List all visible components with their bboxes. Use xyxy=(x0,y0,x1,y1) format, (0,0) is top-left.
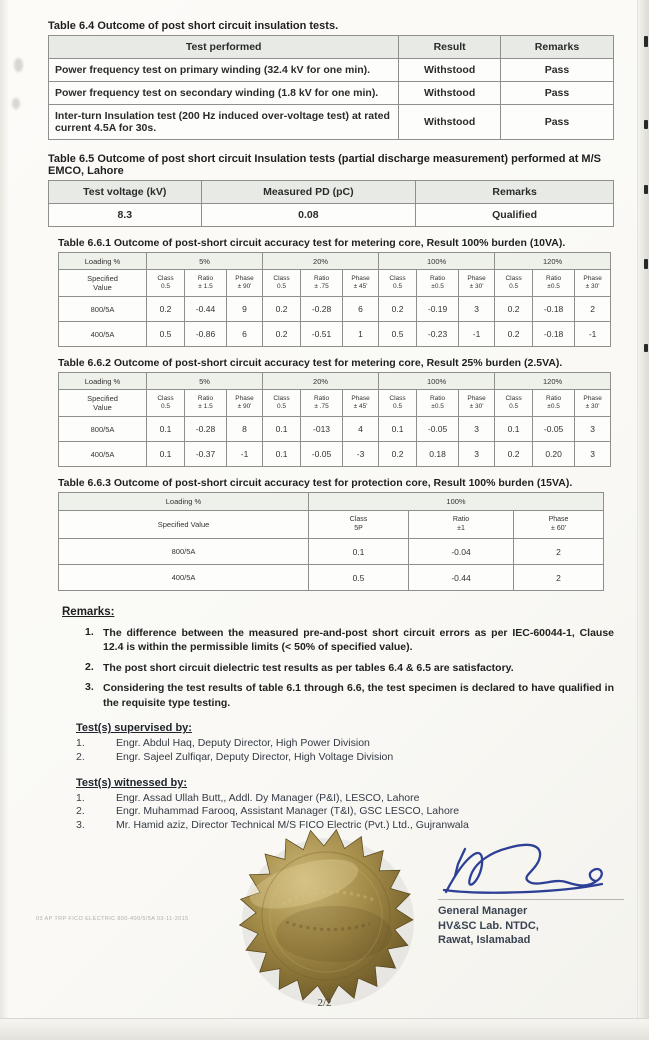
table-row xyxy=(49,204,614,227)
value-cell: 0.2 xyxy=(495,322,533,347)
value-cell: 0.2 xyxy=(379,442,417,467)
scan-left-edge xyxy=(0,0,8,1040)
subheader: Phase ± 30' xyxy=(575,390,611,417)
scan-bottom-edge xyxy=(0,1018,649,1040)
table-6-5 xyxy=(48,180,614,227)
value-cell: 2 xyxy=(575,297,611,322)
group-5: 5% xyxy=(147,253,263,270)
list-item xyxy=(76,737,614,751)
value-cell: 0.2 xyxy=(263,322,301,347)
specified-label: Specified Value xyxy=(59,270,147,297)
value-cell: 0.20 xyxy=(533,442,575,467)
subheader: Class 0.5 xyxy=(147,390,185,417)
table-6-6-1-title: Table 6.6.1 Outcome of post-short circuit accuracy test for metering core, Result 100% burden (10VA). xyxy=(58,237,566,249)
table-6-6-2-title: Table 6.6.2 Outcome of post-short circuit accuracy test for metering core, Result 25% burden (2.5VA). xyxy=(58,357,563,369)
table-6-6-3-section xyxy=(58,477,614,591)
value-cell: 0.5 xyxy=(309,565,409,591)
cell-remark: Pass xyxy=(500,82,613,105)
remark-text: The post short circuit dielectric test results as per tables 6.4 & 6.5 are satisfactory. xyxy=(103,661,514,674)
signer-org: HV&SC Lab. NTDC, xyxy=(438,919,539,932)
value-cell: -3 xyxy=(343,442,379,467)
value-cell: 0.1 xyxy=(379,417,417,442)
header-row xyxy=(49,181,614,204)
item-text: Engr. Assad Ullah Butt,, Addl. Dy Manager (P&I), LESCO, Lahore xyxy=(116,791,420,804)
list-item xyxy=(76,805,614,819)
subheader: Phase ± 45' xyxy=(343,390,379,417)
item-text: Engr. Sajeel Zulfiqar, Deputy Director, High Voltage Division xyxy=(116,751,394,764)
table-6-6-2 xyxy=(58,372,611,467)
value-cell: 2 xyxy=(514,539,604,565)
value-cell: 0.1 xyxy=(309,539,409,565)
value-cell: -0.18 xyxy=(533,322,575,347)
remark-number: 3. xyxy=(85,681,94,694)
item-number: 2. xyxy=(76,805,85,818)
scan-smudge xyxy=(12,98,20,109)
supervised-section xyxy=(76,722,614,764)
subheader: Class 0.5 xyxy=(379,270,417,297)
value-cell: -1 xyxy=(227,442,263,467)
value-cell: 0.2 xyxy=(495,442,533,467)
group-5: 5% xyxy=(147,373,263,390)
value-cell: -0.28 xyxy=(301,297,343,322)
value-cell: -0.23 xyxy=(417,322,459,347)
page-number: 2/2 xyxy=(317,997,332,1009)
item-text: Mr. Hamid aziz, Director Technical M/S FICO Electric (Pvt.) Ltd., Gujranwala xyxy=(116,818,469,831)
value-cell: 6 xyxy=(227,322,263,347)
value-cell: 0.1 xyxy=(147,417,185,442)
signature-block xyxy=(438,834,638,948)
subheader: Ratio ± .75 xyxy=(301,390,343,417)
col-header-test: Test performed xyxy=(49,36,399,59)
subheader: Phase ± 45' xyxy=(343,270,379,297)
cell-remark: Qualified xyxy=(416,204,614,227)
value-cell: 3 xyxy=(575,442,611,467)
table-6-6-3-title: Table 6.6.3 Outcome of post-short circuit accuracy test for protection core, Result 100% burden (15VA). xyxy=(58,477,573,489)
value-cell: 0.2 xyxy=(263,297,301,322)
loading-row xyxy=(59,373,611,390)
reference-stamp-text: 03 AP TRP FICO ELECTRIC 800-400/5/5A 03-11-2015 xyxy=(36,916,189,922)
subheader: Class 0.5 xyxy=(263,390,301,417)
value-cell: 0.18 xyxy=(417,442,459,467)
row-label: 400/5A xyxy=(59,565,309,591)
subheader: Class 0.5 xyxy=(379,390,417,417)
value-cell: 1 xyxy=(343,322,379,347)
specified-label: Specified Value xyxy=(59,511,309,539)
table-6-5-title: Table 6.5 Outcome of post short circuit Insulation tests (partial discharge measurement) performed at M/S EMCO, Lahore xyxy=(48,153,601,177)
subheader: Class 0.5 xyxy=(495,390,533,417)
row-label: 800/5A xyxy=(59,417,147,442)
value-cell: 0.5 xyxy=(147,322,185,347)
row-label: 400/5A xyxy=(59,322,147,347)
scan-artifact xyxy=(644,259,648,269)
loading-label: Loading % xyxy=(59,253,147,270)
value-cell: -1 xyxy=(459,322,495,347)
row-label: 400/5A xyxy=(59,442,147,467)
cell-test: Power frequency test on primary winding (32.4 kV for one min). xyxy=(49,59,399,82)
witnessed-heading: Test(s) witnessed by: xyxy=(76,776,188,789)
subheader: Ratio ± 1.5 xyxy=(185,390,227,417)
group-20: 20% xyxy=(263,373,379,390)
subheader-row xyxy=(59,390,611,417)
value-cell: 2 xyxy=(514,565,604,591)
group-100: 100% xyxy=(379,373,495,390)
table-6-4-title: Table 6.4 Outcome of post short circuit insulation tests. xyxy=(48,20,339,32)
value-cell: -0.51 xyxy=(301,322,343,347)
subheader: Ratio ±0.5 xyxy=(417,270,459,297)
value-cell: -0.19 xyxy=(417,297,459,322)
group-20: 20% xyxy=(263,253,379,270)
value-cell: -0.05 xyxy=(417,417,459,442)
cell-result: Withstood xyxy=(399,105,501,140)
remark-text: The difference between the measured pre-and-post short circuit errors as per IEC-60044-1, Clause 12.4 is within the permissible limits (< 50% of specified value). xyxy=(103,627,614,654)
cell-remark: Pass xyxy=(500,59,613,82)
value-cell: -1 xyxy=(575,322,611,347)
subheader: Phase ± 90' xyxy=(227,390,263,417)
remark-item xyxy=(85,681,614,710)
value-cell: 3 xyxy=(459,417,495,442)
subheader: Phase ± 90' xyxy=(227,270,263,297)
data-row xyxy=(59,442,611,467)
subheader: Class 5P xyxy=(309,511,409,539)
subheader: Phase ± 30' xyxy=(575,270,611,297)
item-number: 3. xyxy=(76,818,85,831)
item-number: 1. xyxy=(76,737,85,750)
col-header-result: Result xyxy=(399,36,501,59)
remark-number: 1. xyxy=(85,626,94,638)
gold-embossed-seal-icon xyxy=(236,826,416,1006)
table-row xyxy=(49,59,614,82)
table-row xyxy=(49,82,614,105)
subheader-row xyxy=(59,511,604,539)
value-cell: -0.28 xyxy=(185,417,227,442)
table-6-6-1 xyxy=(58,252,611,347)
specified-label: Specified Value xyxy=(59,390,147,417)
table-6-6-2-section xyxy=(58,357,614,467)
signer-title: General Manager xyxy=(438,905,528,917)
cell-result: Withstood xyxy=(399,59,501,82)
table-row xyxy=(49,105,614,140)
cell-result: Withstood xyxy=(399,82,501,105)
loading-label: Loading % xyxy=(59,373,147,390)
list-item xyxy=(76,751,614,765)
item-number: 2. xyxy=(76,751,85,764)
row-label: 800/5A xyxy=(59,297,147,322)
subheader: Ratio ±0.5 xyxy=(417,390,459,417)
remark-number: 2. xyxy=(85,660,94,673)
table-6-5-section xyxy=(48,153,614,227)
table-6-6-3 xyxy=(58,492,604,591)
table-6-6-1-section xyxy=(58,237,614,347)
subheader-row xyxy=(59,270,611,297)
subheader: Ratio ±1 xyxy=(409,511,514,539)
value-cell: 0.2 xyxy=(147,297,185,322)
col-header-remarks: Remarks xyxy=(500,36,613,59)
table-6-4 xyxy=(48,35,614,140)
subheader: Ratio ± 1.5 xyxy=(185,270,227,297)
remark-item xyxy=(85,626,614,655)
remark-text: Considering the test results of table 6.1 through 6.6, the test specimen is declared to have qualified in the requisite type testing. xyxy=(103,682,614,709)
data-row xyxy=(59,539,604,565)
header-row xyxy=(49,36,614,59)
data-row xyxy=(59,322,611,347)
value-cell: 0.1 xyxy=(495,417,533,442)
subheader: Phase ± 30' xyxy=(459,270,495,297)
group-120: 120% xyxy=(495,253,611,270)
subheader: Ratio ± .75 xyxy=(301,270,343,297)
scan-artifact xyxy=(644,344,648,352)
value-cell: 3 xyxy=(459,442,495,467)
scan-right-edge xyxy=(637,0,649,1040)
signer-location: Rawat, Islamabad xyxy=(438,934,531,947)
cell-voltage: 8.3 xyxy=(49,204,202,227)
item-text: Engr. Abdul Haq, Deputy Director, High Power Division xyxy=(116,737,370,750)
subheader: Phase ± 60' xyxy=(514,511,604,539)
col-header-voltage: Test voltage (kV) xyxy=(49,181,202,204)
value-cell: 0.1 xyxy=(263,417,301,442)
loading-row xyxy=(59,493,604,511)
data-row xyxy=(59,417,611,442)
subheader: Phase ± 30' xyxy=(459,390,495,417)
cell-remark: Pass xyxy=(500,105,613,140)
cell-test: Power frequency test on secondary winding (1.8 kV for one min). xyxy=(49,82,399,105)
subheader: Class 0.5 xyxy=(147,270,185,297)
list-item xyxy=(76,792,614,806)
subheader: Class 0.5 xyxy=(263,270,301,297)
value-cell: 0.5 xyxy=(379,322,417,347)
cell-test: Inter-turn Insulation test (200 Hz induced over-voltage test) at rated current 4.5A for 30s. xyxy=(49,105,399,140)
value-cell: 0.1 xyxy=(263,442,301,467)
group-100: 100% xyxy=(309,493,604,511)
value-cell: 0.1 xyxy=(147,442,185,467)
loading-label: Loading % xyxy=(59,493,309,511)
value-cell: 3 xyxy=(575,417,611,442)
item-text: Engr. Muhammad Farooq, Assistant Manager (T&I), GSC LESCO, Lahore xyxy=(116,805,460,818)
loading-row xyxy=(59,253,611,270)
value-cell: -0.44 xyxy=(409,565,514,591)
value-cell: -013 xyxy=(301,417,343,442)
value-cell: -0.44 xyxy=(185,297,227,322)
value-cell: -0.18 xyxy=(533,297,575,322)
table-6-4-section xyxy=(48,20,614,140)
scan-artifact xyxy=(644,120,648,129)
remark-item xyxy=(85,661,614,675)
remarks-heading: Remarks: xyxy=(62,606,115,618)
document-content xyxy=(48,20,614,833)
value-cell: 8 xyxy=(227,417,263,442)
value-cell: 9 xyxy=(227,297,263,322)
col-header-remarks: Remarks xyxy=(416,181,614,204)
group-120: 120% xyxy=(495,373,611,390)
value-cell: -0.04 xyxy=(409,539,514,565)
item-number: 1. xyxy=(76,791,85,804)
subheader: Ratio ±0.5 xyxy=(533,390,575,417)
row-label: 800/5A xyxy=(59,539,309,565)
value-cell: -0.86 xyxy=(185,322,227,347)
value-cell: 0.2 xyxy=(379,297,417,322)
supervised-heading: Test(s) supervised by: xyxy=(76,722,192,735)
value-cell: -0.05 xyxy=(301,442,343,467)
value-cell: 0.2 xyxy=(495,297,533,322)
value-cell: -0.05 xyxy=(533,417,575,442)
scan-smudge xyxy=(14,58,23,72)
group-100: 100% xyxy=(379,253,495,270)
value-cell: 6 xyxy=(343,297,379,322)
subheader: Class 0.5 xyxy=(495,270,533,297)
scan-artifact xyxy=(644,185,648,194)
data-row xyxy=(59,565,604,591)
cell-pd: 0.08 xyxy=(201,204,416,227)
witnessed-section xyxy=(76,777,614,833)
value-cell: 3 xyxy=(459,297,495,322)
col-header-pd: Measured PD (pC) xyxy=(201,181,416,204)
subheader: Ratio ±0.5 xyxy=(533,270,575,297)
data-row xyxy=(59,297,611,322)
remarks-section xyxy=(48,606,614,710)
value-cell: -0.37 xyxy=(185,442,227,467)
scan-artifact xyxy=(644,36,648,47)
value-cell: 4 xyxy=(343,417,379,442)
signature-scribble-icon xyxy=(438,834,618,904)
